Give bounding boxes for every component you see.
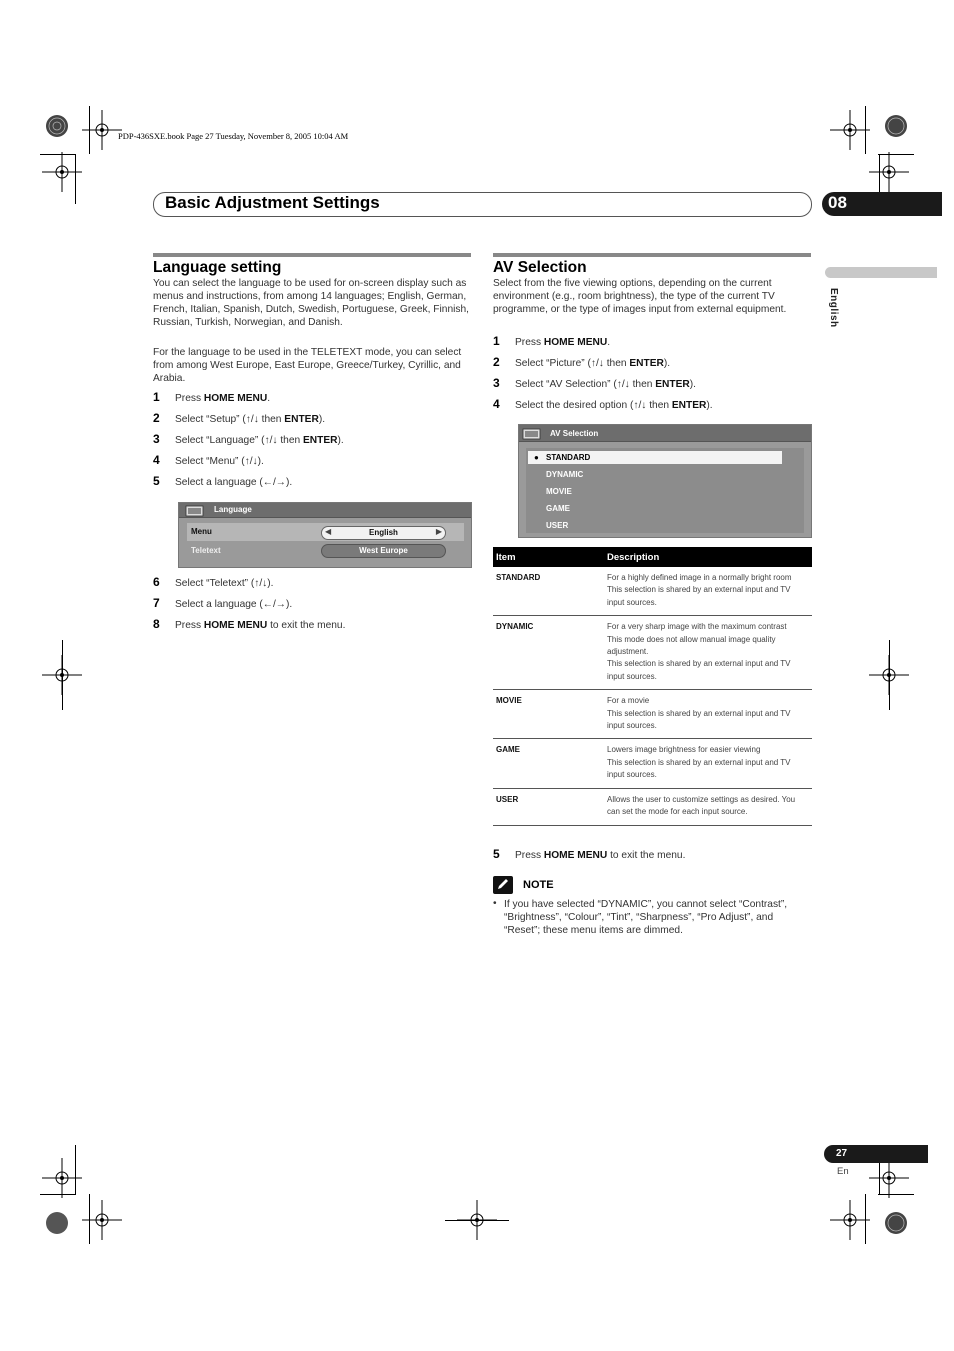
table-cell-description [604,616,812,690]
description-line: For a movie [607,696,650,706]
note-pencil-icon [493,876,513,894]
instruction-step [153,575,274,589]
step-number: 1 [493,334,500,348]
step-number: 4 [153,453,160,467]
av-screen-title: AV Selection [550,429,599,438]
menu-language-selector[interactable] [321,526,446,540]
description-line: This mode does not allow manual image quality adjustment. [607,634,776,657]
step-number: 6 [153,575,160,589]
step-text-end: ). [663,358,671,369]
language-intro: You can select the language to be used for on-screen display such as menus and instructions, from among 14 languages; English, German, French, Italian, Spanish, Dutch, Swedish, Portuguese, Greek, Finnish, Russian, Turkish, Norwegian, and Danish. [153,278,469,328]
instruction-step [493,397,713,411]
language-teletext-info: For the language to be used in the TELETEXT mode, you can select from among West Europe, East Europe, Greece/Turkey, Cyrillic, and Arabia. [153,347,462,384]
instruction-step [493,355,670,369]
step-number: 3 [153,432,160,446]
step-key: HOME MENU [543,337,608,348]
description-line: Allows the user to customize settings as desired. You can set the mode for each input source. [607,794,796,817]
av-intro: Select from the five viewing options, depending on the current environment (e.g., room brightness), the type of the current TV programme, or the type of images input from external equipment. [493,278,787,315]
step-key: ENTER [655,379,690,390]
av-option[interactable]: GAME [546,504,570,513]
step-text-end: . [267,393,271,404]
av-option-list [526,448,804,533]
crosshair-icon [42,152,82,192]
av-option[interactable]: DYNAMIC [546,470,584,479]
step-number: 7 [153,596,160,610]
registration-target-icon [876,1203,916,1243]
instruction-step [493,847,685,861]
step-number: 2 [493,355,500,369]
step-key: ENTER [671,400,707,411]
arrow-right-icon[interactable]: ▶ [435,527,442,536]
crosshair-icon [42,1158,82,1198]
step-number: 3 [493,376,500,390]
step-text: Select a language (←/→). [175,477,293,488]
step-text: Select “Picture” (↑/↓ then [515,358,630,369]
footer-lang: En [837,1166,849,1177]
table-row [493,788,812,825]
instruction-step [153,432,344,446]
step-text: Press [515,337,544,348]
crosshair-icon [82,110,122,150]
step-key: HOME MENU [203,620,268,631]
av-option[interactable]: STANDARD [546,453,591,462]
step-text: Select “Teletext” (↑/↓). [175,578,274,589]
section-rule [153,253,471,257]
step-key: ENTER [629,358,664,369]
section-title-av: AV Selection [493,259,587,276]
description-line: This selection is shared by an external input and TV input sources. [607,585,791,607]
note-title: NOTE [523,879,554,891]
step-number: 4 [493,397,500,411]
step-text: Select “Language” (↑/↓ then [175,435,303,446]
step-text-end: to exit the menu. [267,620,346,631]
step-number: 8 [153,617,160,631]
table-cell-item: STANDARD [493,567,604,616]
step-text: Press [175,620,204,631]
description-line: This selection is shared by an external input and TV input sources. [607,659,791,681]
table-cell-description [604,567,812,616]
table-row [493,567,812,616]
step-text: Select a language (←/→). [175,599,293,610]
page-number-badge [824,1145,928,1163]
step-text-end: to exit the menu. [607,850,686,861]
menu-row-label: Menu [191,527,212,536]
language-menu-screen [178,502,472,568]
av-option[interactable]: USER [546,521,569,530]
crosshair-icon [830,1200,870,1240]
table-cell-item: GAME [493,739,604,788]
side-language-label: English [828,288,839,328]
step-number: 1 [153,390,160,404]
step-number: 2 [153,411,160,425]
menu-screen-icon [522,427,544,441]
chapter-number: 08 [828,193,847,212]
menu-language-value: English [369,528,398,537]
step-text: Select “Setup” (↑/↓ then [175,414,285,425]
instruction-step [153,474,292,488]
step-key: HOME MENU [203,393,268,404]
crosshair-icon [82,1200,122,1240]
table-row [493,739,812,788]
step-text-end: ). [689,379,696,390]
step-text: Select the desired option (↑/↓ then [515,400,672,411]
menu-screen-icon [185,504,207,518]
step-number: 5 [493,847,500,861]
note-text: If you have selected “DYNAMIC”, you cannot select “Contrast”, “Brightness”, “Colour”, “Tint”, “Sharpness”, “Pro Adjust”, and “Reset”; these menu items are dimmed. [504,899,788,936]
table-cell-item: USER [493,788,604,825]
side-tab [825,267,937,278]
instruction-step [153,390,270,404]
instruction-step [493,376,696,390]
chapter-badge [822,192,942,216]
description-line: For a highly defined image in a normally bright room [607,573,792,582]
table-cell-description [604,690,812,739]
step-text: Select “AV Selection” (↑/↓ then [515,379,656,390]
instruction-step [153,617,345,631]
arrow-left-icon[interactable]: ◀ [325,527,332,536]
step-key: ENTER [303,435,338,446]
av-options-table [493,547,812,826]
description-line: For a very sharp image with the maximum contrast [607,622,787,632]
teletext-language-selector[interactable] [321,544,446,558]
teletext-row-label: Teletext [191,546,221,555]
teletext-language-value: West Europe [359,546,408,555]
page-number: 27 [836,1148,848,1159]
table-cell-description [604,739,812,788]
step-text-end: . [607,337,611,348]
registration-target-icon [876,106,916,146]
step-number: 5 [153,474,160,488]
step-key: HOME MENU [543,850,608,861]
section-title-language: Language setting [153,259,282,276]
table-row [493,690,812,739]
note-bullet-icon: • [493,898,497,909]
language-screen-title: Language [214,505,252,514]
step-text: Press [515,850,544,861]
description-line: This selection is shared by an external input and TV input sources. [607,708,791,731]
step-text: Select “Menu” (↑/↓). [175,456,264,467]
print-info: PDP-436SXE.book Page 27 Tuesday, November 8, 2005 10:04 AM [118,131,349,141]
table-cell-item: MOVIE [493,690,604,739]
instruction-step [493,334,610,348]
instruction-step [153,411,325,425]
teletext-row[interactable] [187,542,464,560]
step-key: ENTER [284,414,319,425]
table-cell-description [604,788,812,825]
table-cell-item: DYNAMIC [493,616,604,690]
av-selection-screen [518,424,812,538]
crosshair-icon [869,1158,909,1198]
registration-target-icon [37,1203,77,1243]
crosshair-icon [869,152,909,192]
registration-target-icon [37,106,77,146]
description-line: Lowers image brightness for easier viewing [607,745,761,755]
table-header-item: Item [493,547,604,567]
table-row [493,616,812,690]
section-rule [493,253,811,257]
step-text-end: ). [706,400,713,411]
instruction-step [153,453,264,467]
selected-dot-icon: ● [534,453,539,462]
step-text-end: ). [318,414,326,425]
table-header-description: Description [604,547,812,567]
menu-row[interactable] [187,523,464,541]
step-text-end: ). [337,435,344,446]
instruction-step [153,596,292,610]
description-line: This selection is shared by an external input and TV input sources. [607,757,791,780]
crosshair-icon [830,110,870,150]
step-text: Press [175,393,204,404]
page-title: Basic Adjustment Settings [165,193,380,212]
av-option[interactable]: MOVIE [546,487,572,496]
